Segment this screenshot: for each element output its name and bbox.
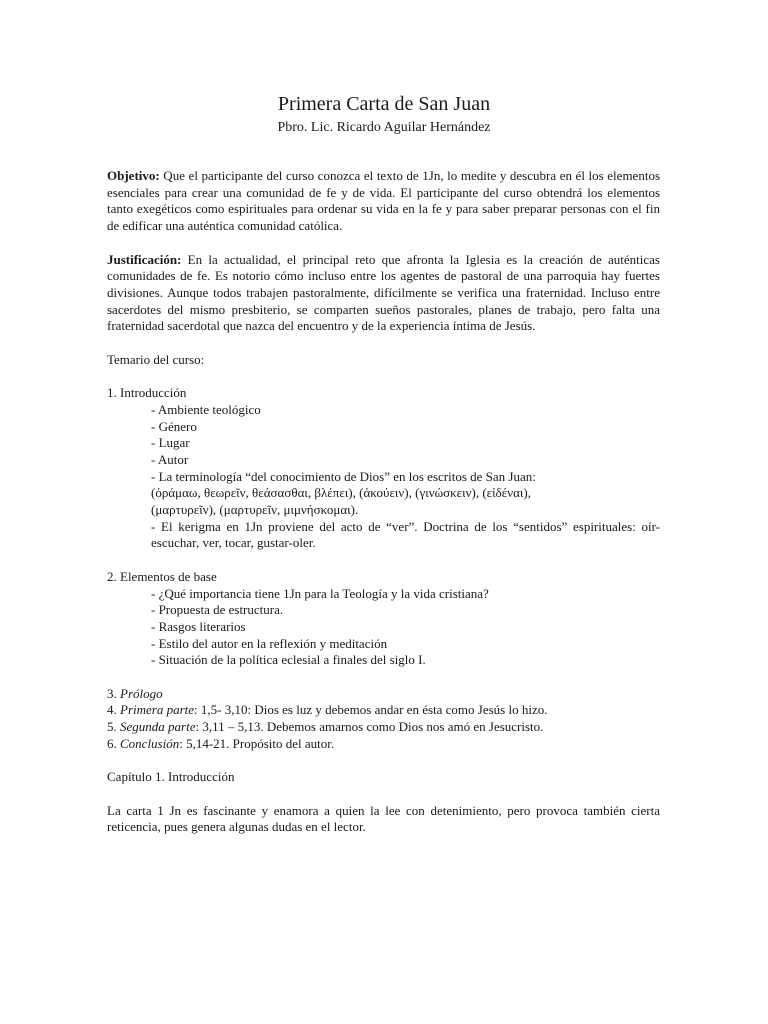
section1-item: - Lugar	[151, 435, 190, 451]
outline-number: 3.	[107, 685, 120, 701]
capitulo-heading: Capítulo 1. Introducción	[107, 769, 235, 785]
document-body	[107, 168, 660, 836]
objetivo-text: Que el participante del curso conozca el texto de 1Jn, lo medite y descubra en él los elementos esenciales para crear una comunidad de fe y de vida. El participante del curso obtendrá los elementos tanto exegéticos como espirituales para ordenar su vida en la fe y para saber preparar personas con el fin de edificar una auténtica comunidad católica.	[107, 168, 660, 234]
section1-item: - Ambiente teológico	[151, 401, 261, 417]
section2-item: - Estilo del autor en la reflexión y meditación	[151, 635, 388, 651]
justificacion-text: En la actualidad, el principal reto que afronta la Iglesia es la creación de auténticas comunidades de fe. Es notorio cómo incluso entre los agentes de pastoral de una parroquia hay fuertes divisiones. Aunque todos trabajen pastoralmente, difícilmente se verifica una fraternidad. Incluso entre sacerdotes del mismo presbiterio, se comparten sueños pastorales, planes de trabajo, pero falta una fraternidad sacerdotal que nazca del encuentro y de la experiencia íntima de Jesús.	[107, 251, 660, 334]
outline-number: 5.	[107, 719, 120, 735]
objetivo-paragraph	[107, 168, 660, 235]
section1-item: - La terminología “del conocimiento de Dios” en los escritos de San Juan:	[151, 468, 536, 484]
section2-heading: 2. Elementos de base	[107, 568, 217, 584]
outline-item	[107, 719, 660, 736]
outline-label: Primera parte	[120, 702, 195, 718]
outline-item	[107, 686, 660, 703]
section2-item: - ¿Qué importancia tiene 1Jn para la Teología y la vida cristiana?	[151, 585, 489, 601]
section1-item: - Género	[151, 418, 197, 434]
temario-heading: Temario del curso:	[107, 351, 205, 367]
outline-label: Prólogo	[120, 685, 163, 701]
section2-item: - Propuesta de estructura.	[151, 602, 284, 618]
justificacion-label: Justificación:	[107, 251, 182, 267]
outline-number: 6.	[107, 735, 120, 751]
capitulo-paragraph: La carta 1 Jn es fascinante y enamora a quien la lee con detenimiento, pero provoca también cierta reticencia, pues genera algunas dudas en el lector.	[107, 802, 660, 835]
objetivo-label: Objetivo:	[107, 168, 160, 183]
outline-text: : 3,11 – 5,13. Debemos amarnos como Dios nos amó en Jesucristo.	[195, 719, 544, 735]
greek-terms-line: (μαρτυρεῖν), (μαρτυρεῖν, μιμνήσκομαι).	[151, 502, 359, 518]
section1-heading: 1. Introducción	[107, 385, 187, 401]
outline-text: : 1,5- 3,10: Dios es luz y debemos andar en ésta como Jesús lo hizo.	[194, 702, 548, 718]
outline-label: Conclusión	[120, 735, 180, 751]
document-title: Primera Carta de San Juan	[277, 93, 491, 115]
outline-text: : 5,14-21. Propósito del autor.	[179, 735, 335, 751]
section1-item: - Autor	[151, 451, 189, 467]
document-author: Pbro. Lic. Ricardo Aguilar Hernández	[277, 120, 491, 135]
kerigma-item: - El kerigma en 1Jn proviene del acto de “ver”. Doctrina de los “sentidos” espirituales: oír-escuchar, ver, tocar, gustar-oler.	[151, 518, 660, 551]
outline-label: Segunda parte	[120, 719, 196, 735]
section2-item: - Rasgos literarios	[151, 618, 246, 634]
outline-item	[107, 736, 660, 753]
justificacion-paragraph	[107, 252, 660, 336]
outline-item	[107, 702, 660, 719]
section2-item: - Situación de la política eclesial a finales del siglo I.	[151, 652, 426, 668]
outline-number: 4.	[107, 702, 120, 718]
greek-terms-line: (ὁράμαω, θεωρεῖν, θεάσασθαι, βλέπει), (ἀκούειν), (γινώσκειν), (εἰδέναι),	[151, 485, 531, 501]
